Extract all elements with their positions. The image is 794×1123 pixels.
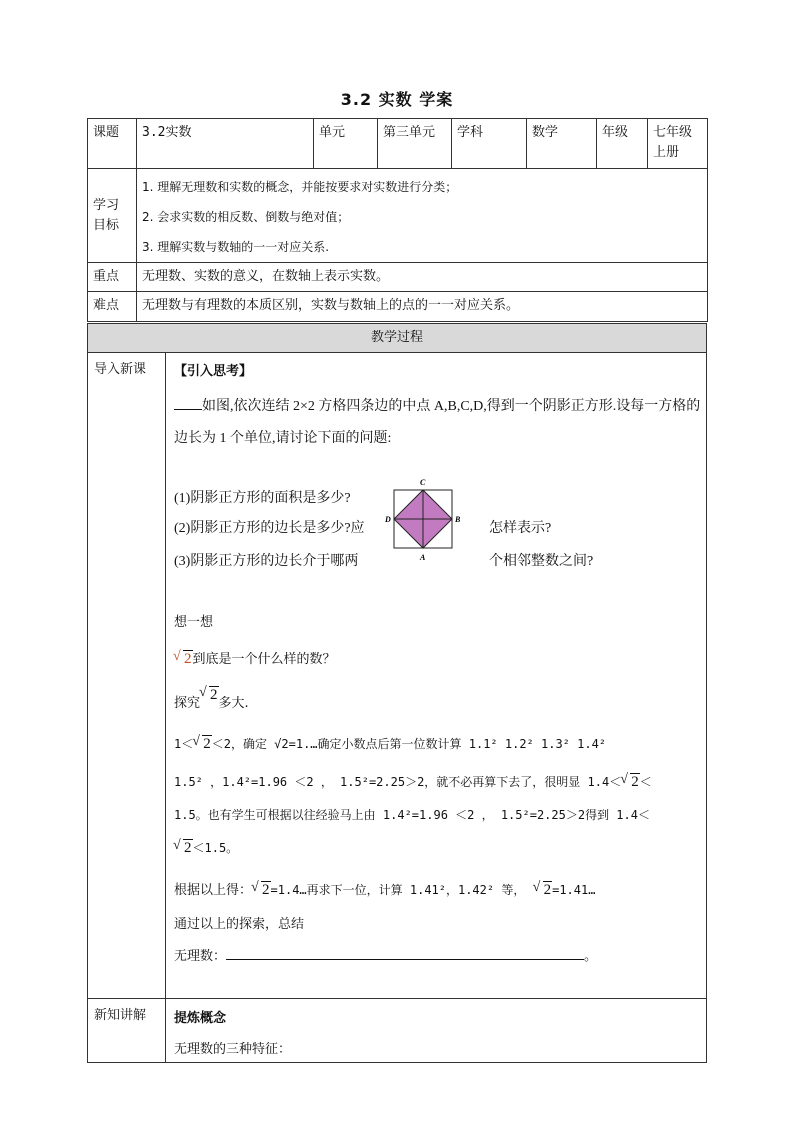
label-c: C [420,478,426,487]
question-3b: 个相邻整数之间? [489,554,594,569]
goal-item: 2. 会求实数的相反数、倒数与绝对值； [142,210,350,224]
goal-item: 3. 理解实数与数轴的一一对应关系. [142,240,330,254]
subject-value: 数学 [527,119,597,169]
sqrt-symbol: √ 2 [193,736,212,753]
result-line: 根据以上得：√ 2=1.4…再求下一位，计算 1.41²，1.42² 等， √ 2=1.41… [174,879,595,899]
course-label: 课题 [88,119,137,169]
page-title: 3.2 实数 学案 [340,90,454,109]
fill-blank [174,409,202,410]
key-label: 重点 [88,263,137,292]
info-table [87,118,708,322]
sqrt-symbol: √ 2 [534,882,553,899]
new-knowledge-text: 无理数的三种特征： [174,1042,292,1057]
calc-line-2: 1.5² ，1.4²=1.96 ＜2 ， 1.5²=2.25＞2，就不必再算下去了，很明显 1.4＜√ 2＜ [174,773,652,791]
irrational-definition: 无理数： 。 [174,949,598,964]
question-2a: (2)阴影正方形的边长是多少?应 [174,521,365,536]
process-header: 教学过程 [87,323,707,353]
question-3a: (3)阴影正方形的边长介于哪两 [174,554,359,569]
subject-label: 学科 [452,119,527,169]
label-d: D [385,515,391,524]
grid-square-figure [384,474,464,568]
intro-heading: 【引入思考】 [174,364,253,379]
explore-line: 探究√ 2多大. [174,692,249,712]
key-value: 无理数、实数的意义，在数轴上表示实数。 [137,263,708,292]
calc-line-1: 1＜√ 2＜2，确定 √2=1.…确定小数点后第一位数计算 1.1² 1.2² 1.3² 1.4² [174,735,606,753]
summary-line: 通过以上的探索，总结 [174,917,305,932]
course-value: 3.2实数 [137,119,314,169]
new-knowledge-section [87,998,707,1063]
label-a: A [420,553,426,562]
grade-value: 七年级上册 [648,119,708,169]
sqrt-symbol: √ 2 [174,840,193,857]
label-b: B [455,515,461,524]
calc-line-3: 1.5。也有学生可根据以往经验马上由 1.4²=1.96 ＜2 ， 1.5²=2.25＞2得到 1.4＜ [174,808,650,822]
goal-item: 1. 理解无理数和实数的概念，并能按要求对实数进行分类； [142,180,458,194]
grade-label: 年级 [597,119,648,169]
difficulty-label: 难点 [88,292,137,322]
sqrt-symbol: √ 2 [621,774,640,791]
new-knowledge-heading: 提炼概念 [174,1011,227,1026]
unit-value: 第三单元 [378,119,452,169]
goals-label: 学习目标 [88,169,137,263]
sqrt-symbol: √ 2 [174,651,193,668]
intro-para-2: 边长为 1 个单位,请讨论下面的问题: [174,431,392,446]
new-knowledge-label: 新知讲解 [88,998,166,1062]
question-2b: 怎样表示? [489,521,552,536]
sqrt-symbol: √ 2 [252,882,271,899]
calc-line-4: √ 2＜1.5。 [174,839,238,857]
question-1: (1)阴影正方形的面积是多少? [174,491,351,506]
intro-para-1: 如图,依次连结 2×2 方格四条边的中点 A,B,C,D,得到一个阴影正方形.设每一方格的 [174,395,700,415]
sqrt2-question: √ 2到底是一个什么样的数？ [174,648,336,668]
think-label: 想一想 [174,615,214,630]
difficulty-value: 无理数与有理数的本质区别，实数与数轴上的点的一一对应关系。 [137,292,708,322]
unit-label: 单元 [314,119,378,169]
intro-section [87,352,707,999]
goals-list [137,169,708,263]
intro-label: 导入新课 [88,352,166,998]
sqrt-symbol: √ 2 [200,687,219,704]
definition-blank [226,959,584,960]
